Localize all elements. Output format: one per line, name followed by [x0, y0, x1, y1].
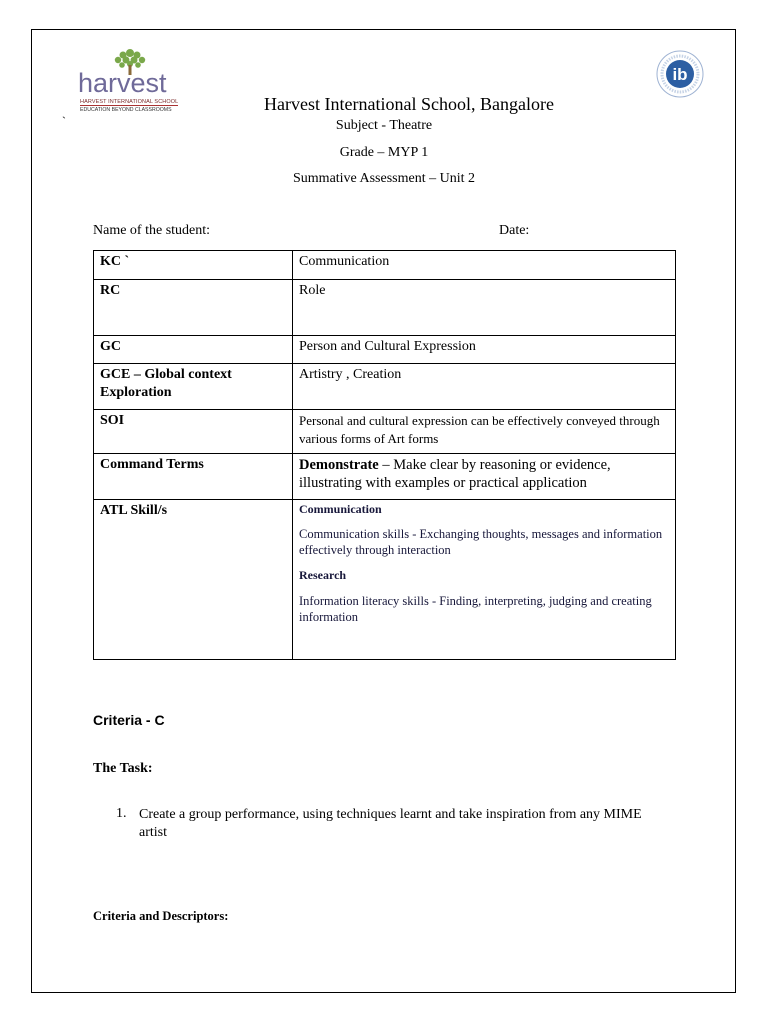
ib-letters: ib [672, 65, 688, 84]
table-row [94, 336, 676, 364]
command-terms-value [293, 454, 676, 500]
atl-text-communication: Communication skills - Exchanging thoughts, messages and information effectively through interaction [299, 527, 663, 557]
subject-line: Subject - Theatre [335, 118, 433, 133]
command-term-definition: – Make clear by reasoning or evidence, illustrating with examples or practical application [299, 457, 611, 491]
kc-key: KC ` [94, 251, 293, 280]
logo-tagline: EDUCATION BEYOND CLASSROOMS [80, 107, 172, 113]
criteria-descriptors-heading: Criteria and Descriptors: [93, 909, 229, 923]
table-row [94, 500, 676, 660]
kc-value: Communication [293, 251, 676, 280]
task-item-number: 1. [116, 806, 127, 821]
logo-wordmark: harvest [78, 68, 167, 98]
table-row [94, 410, 676, 454]
gc-value: Person and Cultural Expression [293, 336, 676, 364]
stray-mark: ` [62, 114, 66, 128]
table-row [94, 364, 676, 410]
soi-key: SOI [94, 410, 293, 454]
task-heading: The Task: [93, 761, 153, 776]
school-title: Harvest International School, Bangalore [264, 94, 554, 114]
gce-value: Artistry , Creation [293, 364, 676, 410]
grade-line: Grade – MYP 1 [339, 145, 429, 160]
atl-value [293, 500, 676, 660]
ib-logo-icon [656, 50, 704, 98]
atl-text-research: Information literacy skills - Finding, interpreting, judging and creating information [299, 594, 652, 624]
atl-key: ATL Skill/s [94, 500, 293, 660]
date-label: Date: [499, 223, 530, 238]
task-item-text: Create a group performance, using techniques learnt and take inspiration from any MIME artist [139, 807, 642, 840]
table-row [94, 251, 676, 280]
unit-info-table [93, 250, 676, 660]
student-name-label: Name of the student: [93, 223, 211, 238]
gc-key: GC [94, 336, 293, 364]
soi-value: Personal and cultural expression can be effectively conveyed through various forms of Art forms [293, 410, 676, 454]
logo-school-name: HARVEST INTERNATIONAL SCHOOL [80, 99, 179, 105]
rc-key: RC [94, 280, 293, 336]
atl-heading-research: Research [299, 568, 347, 582]
command-term: Demonstrate [299, 457, 379, 473]
assessment-line: Summative Assessment – Unit 2 [293, 171, 475, 186]
gce-key: GCE – Global context Exploration [94, 364, 293, 410]
table-row [94, 454, 676, 500]
atl-heading-communication: Communication [299, 502, 382, 516]
command-terms-key: Command Terms [94, 454, 293, 500]
table-row [94, 280, 676, 336]
rc-value: Role [293, 280, 676, 336]
criteria-heading: Criteria - C [93, 712, 165, 728]
